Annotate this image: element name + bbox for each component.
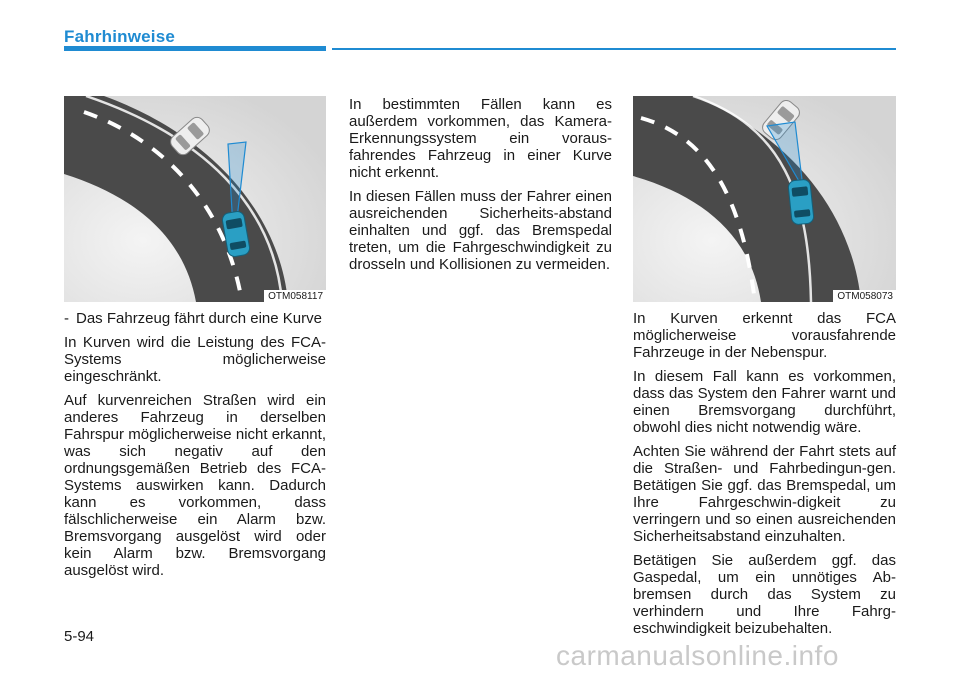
paragraph: In bestimmten Fällen kann es außerdem vorkommen, das Kamera-Erkennungssystem ein voraus-fahrendes Fahrzeug in einer Kurve nicht erkennt. [349,96,612,181]
paragraph: Auf kurvenreichen Straßen wird ein anderes Fahrzeug in derselben Fahrspur möglicherweise nicht erkannt, was sich negativ auf den ordnungsgemäßen Betrieb des FCA-Systems auswirken kann. Dadurch kann es vorkommen, dass fälschlicherweise ein Alarm bzw. Bremsvorgang ausgelöst wird oder kein Alarm bzw. Bremsvorgang ausgelöst wird. [64,392,326,579]
bullet-dash: - [64,310,69,327]
watermark: carmanualsonline.info [556,640,839,671]
bullet-item [64,310,326,327]
paragraph: Achten Sie während der Fahrt stets auf die Straßen- und Fahrbedingun-gen. Betätigen Sie ggf. das Bremspedal, um Ihre Fahrgeschwin-digkeit zu verringern und so einen ausreichenden Sicherheitsabstand einzuhalten. [633,443,896,545]
figure-label: OTM058117 [264,290,326,302]
paragraph: In diesem Fall kann es vorkommen, dass das System den Fahrer warnt und einen Bremsvorgang durchführt, obwohl dies nicht notwendig wäre. [633,368,896,436]
paragraph: In diesen Fällen muss der Fahrer einen ausreichenden Sicherheits-abstand einhalten und ggf. das Bremspedal treten, um die Fahrgeschwindigkeit zu drosseln und Kollisionen zu vermeiden. [349,188,612,273]
curve-illustration-2 [633,96,896,302]
paragraph: In Kurven wird die Leistung des FCA-Systems möglicherweise eingeschränkt. [64,334,326,385]
figure-curve-same-lane [64,96,326,302]
figure-label: OTM058073 [833,290,896,302]
header-rule-thick [64,46,326,51]
page-number: 5-94 [64,628,95,645]
header-rule-thin [332,48,896,50]
text-column-1 [64,310,326,586]
curve-illustration-1 [64,96,326,302]
text-column-3 [633,310,896,644]
paragraph: In Kurven erkennt das FCA möglicherweise vorausfahrende Fahrzeuge in der Nebenspur. [633,310,896,361]
ego-car [788,179,814,225]
bullet-text: Das Fahrzeug fährt durch eine Kurve [76,310,322,327]
section-title: Fahrhinweise [64,27,176,46]
paragraph: Betätigen Sie außerdem ggf. das Gaspedal, um ein unnötiges Ab-bremsen durch das System zu verhindern und Ihre Fahrg-eschwindigkeit beizubehalten. [633,552,896,637]
text-column-2 [349,96,612,280]
figure-curve-adjacent-lane [633,96,896,302]
